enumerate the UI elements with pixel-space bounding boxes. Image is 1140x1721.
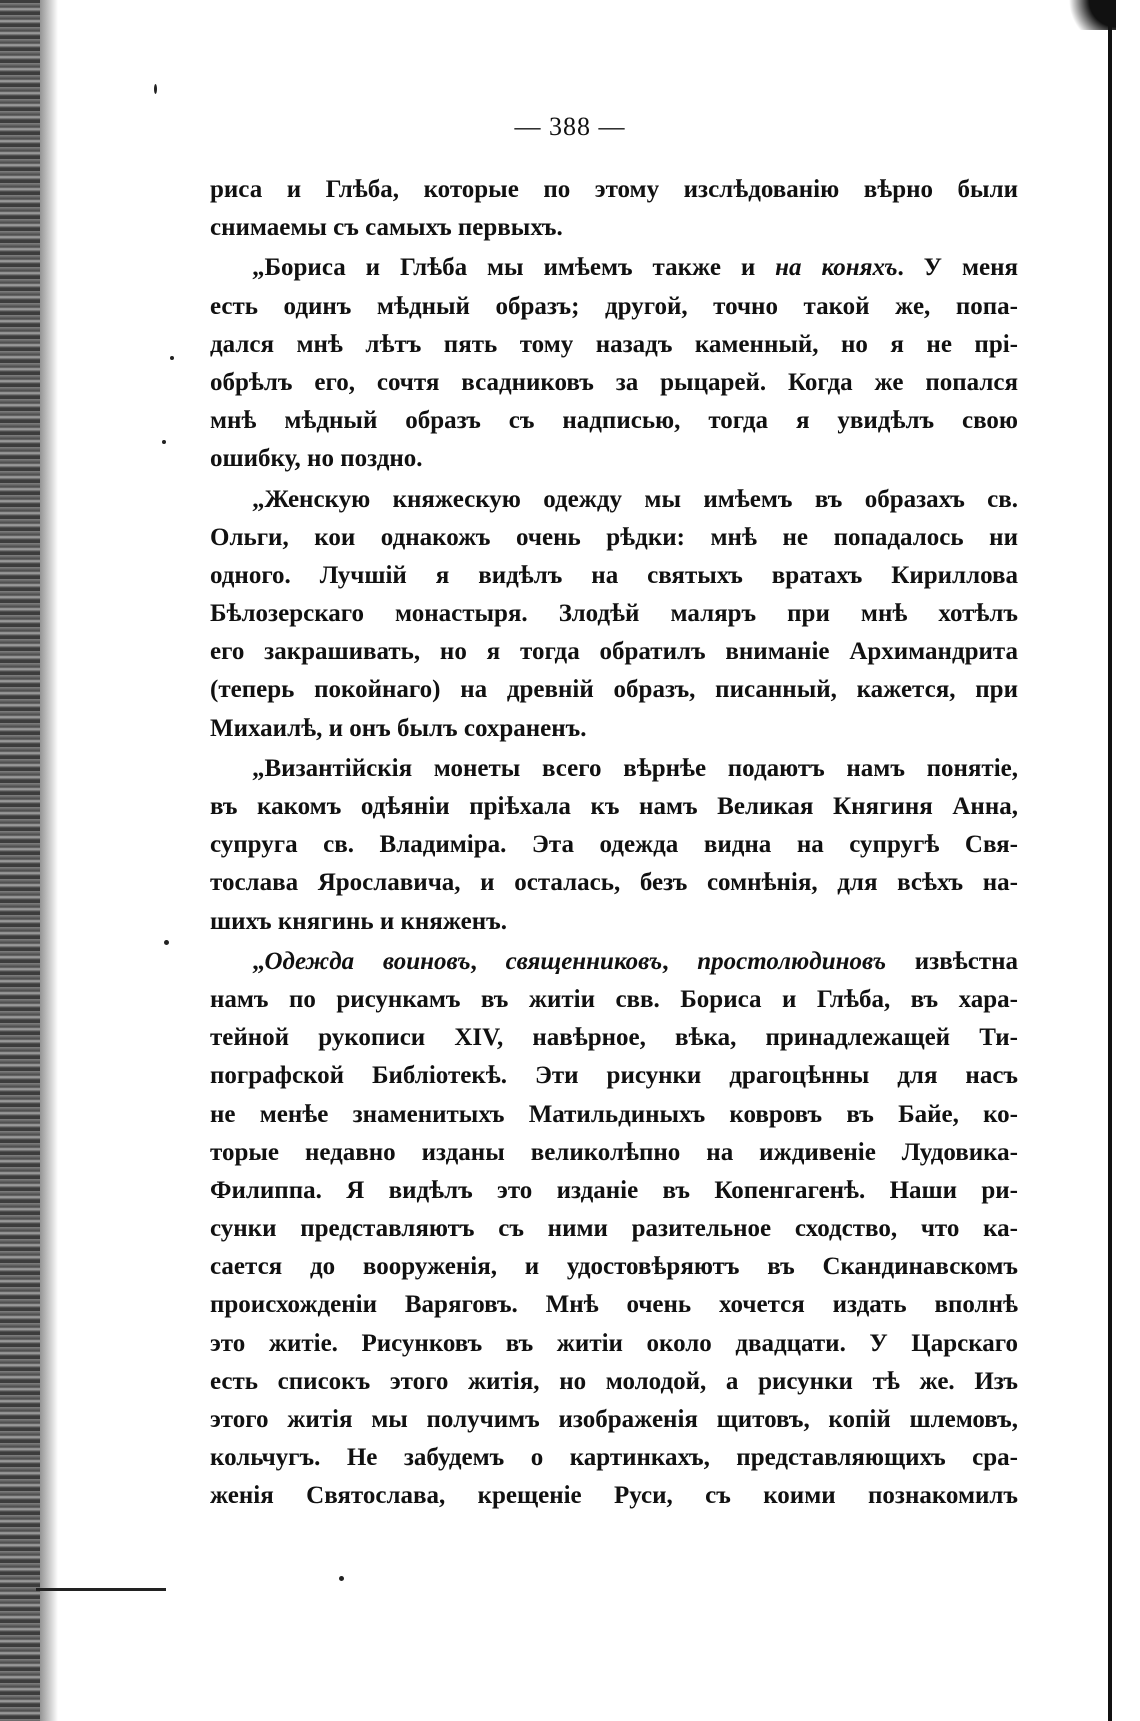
italic-run: простолюдиновъ xyxy=(697,947,886,975)
page-number: — 388 — xyxy=(514,112,626,141)
text-line: есть одинъ мѣдный образъ; другой, точно такой же, попа- xyxy=(210,292,1018,320)
text-line xyxy=(210,249,1018,287)
text-line: (теперь покойнаго) на древній образъ, писанный, кажется, при xyxy=(210,676,1018,704)
text-line: этого житія мы получимъ изображенія щитовъ, копій шлемовъ, xyxy=(210,1406,1018,1433)
scan-speck xyxy=(154,84,157,94)
text-line: супруга св. Владиміра. Эта одежда видна на супругѣ Свя- xyxy=(210,831,1018,859)
text-line: женія Святослава, крещеніе Руси, съ коими познакомилъ xyxy=(210,1482,1018,1510)
text-line: есть списокъ этого житія, но молодой, а рисунки тѣ же. Изъ xyxy=(210,1367,1018,1395)
scan-speck xyxy=(162,440,166,444)
text-line: намъ по рисункамъ въ житіи свв. Бориса и Глѣба, въ хара- xyxy=(210,985,1018,1013)
text-run: „Бориса и Глѣба мы имѣемъ также и xyxy=(252,254,776,282)
text-line: ошибку, но поздно. xyxy=(210,445,423,473)
italic-run: священниковъ xyxy=(505,947,663,975)
text-line: Ольги, кои однакожъ очень рѣдки: мнѣ не попадалось ни xyxy=(210,523,1018,551)
text-line: риса и Глѣба, которые по этому изслѣдованію вѣрно были xyxy=(210,176,1018,203)
body-text xyxy=(210,171,1018,1516)
text-line: дался мнѣ лѣтъ пять тому назадъ каменный, но я не прі- xyxy=(210,330,1018,358)
italic-run: Одежда воиновъ xyxy=(264,947,471,975)
text-line: его закрашивать, но я тогда обратилъ вниманіе Архимандрита xyxy=(210,638,1018,666)
text-run: извѣстна xyxy=(886,947,1018,975)
text-line: кольчугъ. Не забудемъ о картинкахъ, представляющихъ сра- xyxy=(210,1444,1018,1472)
scan-corner-shadow xyxy=(1056,0,1116,30)
text-run: , xyxy=(470,947,506,975)
text-line: происхожденіи Варяговъ. Мнѣ очень хочется издать вполнѣ xyxy=(210,1291,1018,1319)
scan-speck xyxy=(170,356,174,360)
text-line: сается до вооруженія, и удостовѣряютъ въ Скандинавскомъ xyxy=(210,1253,1018,1281)
text-line: обрѣлъ его, сочтя всадниковъ за рыцарей. Когда же попался xyxy=(210,368,1018,396)
page-right-border xyxy=(1108,0,1112,1721)
text-run: , xyxy=(662,947,698,975)
text-line: не менѣе знаменитыхъ Матильдиныхъ ковровъ въ Байе, ко- xyxy=(210,1100,1018,1128)
scan-speck xyxy=(164,940,169,945)
text-line: Бѣлозерскаго монастыря. Злодѣй маляръ при мнѣ хотѣлъ xyxy=(210,600,1018,628)
text-line: Михаилѣ, и онъ былъ сохраненъ. xyxy=(210,714,587,742)
italic-run: на коняхъ xyxy=(775,254,898,282)
text-line: „Византійскія монеты всего вѣрнѣе подаютъ намъ понятіе, xyxy=(252,754,1018,782)
text-line: тейной рукописи XIV, навѣрное, вѣка, принадлежащей Ти- xyxy=(210,1024,1018,1052)
text-line: тослава Ярославича, и осталась, безъ сомнѣнія, для всѣхъ на- xyxy=(210,869,1018,897)
text-line: въ какомъ одѣяніи пріѣхала къ намъ Великая Княгиня Анна, xyxy=(210,793,1018,820)
scan-artifact-line xyxy=(36,1588,166,1591)
binding-shadow-fade xyxy=(40,0,58,1721)
text-line: Филиппа. Я видѣлъ это изданіе въ Копенгагенѣ. Наши ри- xyxy=(210,1176,1018,1204)
text-line: это житіе. Рисунковъ въ житіи около двадцати. У Царскаго xyxy=(210,1329,1018,1357)
text-line: сунки представляютъ съ ними разительное сходство, что ка- xyxy=(210,1215,1018,1243)
text-line: „Женскую княжескую одежду мы имѣемъ въ образахъ св. xyxy=(252,485,1018,513)
text-line: одного. Лучшій я видѣлъ на святыхъ вратахъ Кириллова xyxy=(210,561,1018,589)
text-line: снимаемы съ самыхъ первыхъ. xyxy=(210,214,563,242)
text-line: мнѣ мѣдный образъ съ надписью, тогда я увидѣлъ свою xyxy=(210,407,1018,435)
text-line xyxy=(210,943,1018,981)
text-line: торые недавно изданы великолѣпно на иждивеніе Лудовика- xyxy=(210,1138,1018,1166)
binding-shadow xyxy=(0,0,40,1721)
text-run: „ xyxy=(252,947,265,975)
text-run: . У меня xyxy=(897,254,1018,282)
text-line: шихъ княгинь и княженъ. xyxy=(210,907,507,935)
scan-speck xyxy=(339,1576,344,1581)
text-line: пографской Библіотекѣ. Эти рисунки драгоцѣнны для насъ xyxy=(210,1062,1018,1090)
